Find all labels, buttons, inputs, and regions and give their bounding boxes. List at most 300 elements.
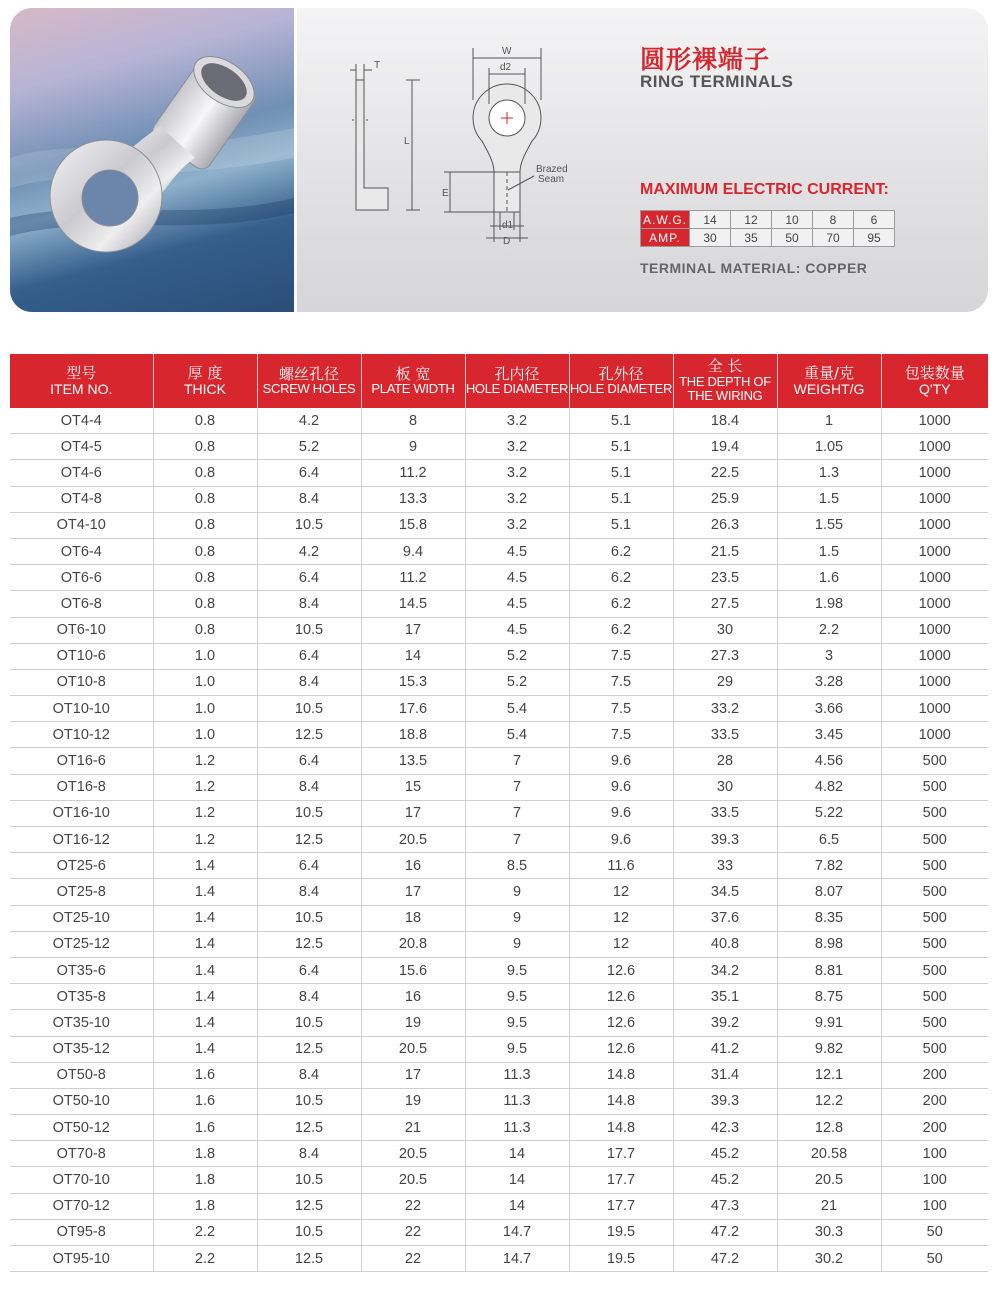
table-row	[10, 984, 988, 1010]
photo-divider	[294, 8, 297, 312]
table-cell: 4.56	[777, 748, 881, 774]
table-cell: 7.5	[569, 722, 673, 748]
table-cell: 11.3	[465, 1088, 569, 1114]
table-cell: 42.3	[673, 1115, 777, 1141]
table-cell: OT70-10	[10, 1167, 153, 1193]
table-cell: 6.4	[257, 957, 361, 983]
table-cell: OT25-12	[10, 931, 153, 957]
table-cell: 12.6	[569, 1036, 673, 1062]
table-cell: 6.5	[777, 827, 881, 853]
table-cell: 6.2	[569, 617, 673, 643]
table-cell: 17.7	[569, 1167, 673, 1193]
awg-cell: 12	[731, 211, 772, 229]
table-cell: 1.0	[153, 696, 257, 722]
table-cell: 10.5	[257, 1010, 361, 1036]
table-row	[10, 1062, 988, 1088]
table-cell: 30.3	[777, 1219, 881, 1245]
table-cell: 5.4	[465, 722, 569, 748]
table-row	[10, 1115, 988, 1141]
table-cell: 17.7	[569, 1141, 673, 1167]
table-cell: 10.5	[257, 696, 361, 722]
table-cell: 10.5	[257, 1219, 361, 1245]
table-cell: 20.58	[777, 1141, 881, 1167]
table-cell: OT4-5	[10, 434, 153, 460]
table-cell: OT10-10	[10, 696, 153, 722]
table-cell: 8	[361, 408, 465, 434]
table-cell: 12.6	[569, 1010, 673, 1036]
table-cell: 11.3	[465, 1062, 569, 1088]
table-cell: 5.1	[569, 486, 673, 512]
table-cell: 2.2	[153, 1246, 257, 1272]
table-cell: 39.3	[673, 827, 777, 853]
table-cell: 500	[881, 984, 988, 1010]
col-quantity: 包装数量 Q'TY	[881, 354, 988, 408]
table-cell: 6.4	[257, 748, 361, 774]
table-cell: 7.5	[569, 669, 673, 695]
table-cell: 5.1	[569, 460, 673, 486]
table-cell: 1000	[881, 434, 988, 460]
table-cell: 7	[465, 827, 569, 853]
page-title: RING TERMINALS	[640, 72, 794, 91]
table-cell: 1000	[881, 669, 988, 695]
table-cell: 7.5	[569, 643, 673, 669]
table-cell: 100	[881, 1141, 988, 1167]
table-cell: 4.5	[465, 565, 569, 591]
table-cell: 12.5	[257, 1036, 361, 1062]
table-row	[10, 827, 988, 853]
awg-row	[641, 211, 895, 229]
table-cell: 5.2	[465, 643, 569, 669]
table-cell: 15.6	[361, 957, 465, 983]
table-cell: 34.2	[673, 957, 777, 983]
table-cell: 1	[777, 408, 881, 434]
table-cell: 9.6	[569, 827, 673, 853]
table-row	[10, 434, 988, 460]
table-cell: 17	[361, 879, 465, 905]
table-cell: 21	[777, 1193, 881, 1219]
table-cell: OT25-8	[10, 879, 153, 905]
table-cell: 12.6	[569, 957, 673, 983]
table-cell: 45.2	[673, 1141, 777, 1167]
table-cell: 5.1	[569, 434, 673, 460]
table-cell: 6.2	[569, 565, 673, 591]
terminal-material: TERMINAL MATERIAL: COPPER	[640, 260, 868, 276]
dim-t-label: T	[374, 60, 381, 71]
table-cell: 20.5	[361, 1141, 465, 1167]
table-cell: 12.1	[777, 1062, 881, 1088]
table-cell: 14.8	[569, 1088, 673, 1114]
table-cell: 7.5	[569, 696, 673, 722]
table-cell: 1.4	[153, 1036, 257, 1062]
table-cell: 33.5	[673, 800, 777, 826]
table-cell: 23.5	[673, 565, 777, 591]
table-cell: 9.6	[569, 800, 673, 826]
table-cell: OT95-8	[10, 1219, 153, 1245]
col-wiring-depth: 全 长 THE DEPTH OF THE WIRING	[673, 354, 777, 408]
table-cell: 200	[881, 1062, 988, 1088]
table-cell: 3.2	[465, 512, 569, 538]
table-cell: 200	[881, 1115, 988, 1141]
table-cell: 33	[673, 853, 777, 879]
table-cell: 39.2	[673, 1010, 777, 1036]
table-cell: 8.4	[257, 1141, 361, 1167]
spec-table-body	[10, 408, 988, 1272]
col-hole-outer-diameter: 孔外径 HOLE DIAMETER	[569, 354, 673, 408]
table-row	[10, 538, 988, 564]
table-cell: 0.8	[153, 434, 257, 460]
table-row	[10, 512, 988, 538]
table-cell: 8.35	[777, 905, 881, 931]
table-cell: 18.8	[361, 722, 465, 748]
table-row	[10, 957, 988, 983]
table-cell: 4.82	[777, 774, 881, 800]
table-cell: 14.8	[569, 1115, 673, 1141]
table-row	[10, 486, 988, 512]
table-cell: 18	[361, 905, 465, 931]
table-cell: 6.4	[257, 853, 361, 879]
table-cell: 13.3	[361, 486, 465, 512]
table-cell: 12	[569, 905, 673, 931]
table-cell: OT10-8	[10, 669, 153, 695]
table-cell: 1.2	[153, 800, 257, 826]
table-cell: 0.8	[153, 617, 257, 643]
amp-cell: 50	[772, 229, 813, 247]
table-cell: 8.4	[257, 879, 361, 905]
table-cell: 1.3	[777, 460, 881, 486]
table-cell: 1.4	[153, 905, 257, 931]
table-cell: 8.75	[777, 984, 881, 1010]
table-cell: 45.2	[673, 1167, 777, 1193]
table-cell: 4.5	[465, 591, 569, 617]
table-cell: OT35-6	[10, 957, 153, 983]
table-cell: 7	[465, 748, 569, 774]
table-row	[10, 617, 988, 643]
table-cell: 9.5	[465, 984, 569, 1010]
table-row	[10, 1010, 988, 1036]
table-row	[10, 1219, 988, 1245]
table-row	[10, 1167, 988, 1193]
table-row	[10, 853, 988, 879]
table-cell: 7	[465, 774, 569, 800]
table-cell: 1000	[881, 565, 988, 591]
dim-w-label: W	[502, 46, 512, 57]
table-cell: 1.4	[153, 931, 257, 957]
table-cell: 47.2	[673, 1246, 777, 1272]
table-cell: 1000	[881, 591, 988, 617]
table-cell: 5.22	[777, 800, 881, 826]
table-cell: 13.5	[361, 748, 465, 774]
table-cell: 8.4	[257, 591, 361, 617]
table-cell: 9.6	[569, 748, 673, 774]
table-cell: 11.6	[569, 853, 673, 879]
table-cell: 9	[465, 931, 569, 957]
table-row	[10, 643, 988, 669]
table-cell: 4.2	[257, 538, 361, 564]
table-cell: 1000	[881, 538, 988, 564]
table-cell: 9.5	[465, 957, 569, 983]
col-thick: 厚 度 THICK	[153, 354, 257, 408]
table-cell: OT16-6	[10, 748, 153, 774]
table-cell: 8.81	[777, 957, 881, 983]
table-cell: OT6-8	[10, 591, 153, 617]
col-plate-width: 板 宽 PLATE WIDTH	[361, 354, 465, 408]
table-cell: OT4-8	[10, 486, 153, 512]
seam-label: Seam	[538, 174, 565, 185]
table-cell: 17.7	[569, 1193, 673, 1219]
amp-cell: 30	[690, 229, 731, 247]
table-row	[10, 722, 988, 748]
table-cell: 17	[361, 617, 465, 643]
table-cell: OT50-12	[10, 1115, 153, 1141]
table-cell: 30	[673, 617, 777, 643]
table-cell: 19.5	[569, 1219, 673, 1245]
table-row	[10, 800, 988, 826]
table-cell: 1.5	[777, 486, 881, 512]
table-row	[10, 1246, 988, 1272]
table-cell: 12.5	[257, 931, 361, 957]
table-cell: OT16-10	[10, 800, 153, 826]
table-cell: 5.1	[569, 512, 673, 538]
table-cell: OT25-6	[10, 853, 153, 879]
table-cell: 10.5	[257, 1167, 361, 1193]
table-cell: 12.5	[257, 1193, 361, 1219]
table-cell: 1.2	[153, 748, 257, 774]
amp-label: AMP.	[641, 229, 690, 247]
table-cell: 5.2	[257, 434, 361, 460]
table-row	[10, 1088, 988, 1114]
table-cell: 0.8	[153, 460, 257, 486]
table-cell: 1.8	[153, 1167, 257, 1193]
table-cell: 4.5	[465, 617, 569, 643]
table-cell: 11.3	[465, 1115, 569, 1141]
table-cell: 12	[569, 931, 673, 957]
table-cell: 1.2	[153, 774, 257, 800]
table-cell: 31.4	[673, 1062, 777, 1088]
table-cell: 500	[881, 748, 988, 774]
table-cell: 6.2	[569, 538, 673, 564]
table-cell: 15.8	[361, 512, 465, 538]
amp-row	[641, 229, 895, 247]
table-cell: 1.98	[777, 591, 881, 617]
table-cell: 200	[881, 1088, 988, 1114]
table-cell: 1.4	[153, 1010, 257, 1036]
awg-cell: 14	[690, 211, 731, 229]
table-cell: 500	[881, 827, 988, 853]
table-cell: 8.5	[465, 853, 569, 879]
table-cell: OT35-12	[10, 1036, 153, 1062]
table-cell: 47.3	[673, 1193, 777, 1219]
table-cell: 0.8	[153, 408, 257, 434]
brazed-label: Brazed	[536, 164, 568, 175]
table-cell: 3.45	[777, 722, 881, 748]
awg-label: A.W.G.	[641, 211, 690, 229]
table-cell: 6.4	[257, 565, 361, 591]
table-cell: OT16-8	[10, 774, 153, 800]
table-cell: 40.8	[673, 931, 777, 957]
table-cell: 9	[465, 905, 569, 931]
table-row	[10, 748, 988, 774]
table-cell: 0.8	[153, 565, 257, 591]
table-row	[10, 591, 988, 617]
table-row	[10, 1141, 988, 1167]
table-cell: 12	[569, 879, 673, 905]
amp-cell: 70	[813, 229, 854, 247]
table-cell: 9.5	[465, 1036, 569, 1062]
table-cell: 8.4	[257, 669, 361, 695]
table-cell: 22	[361, 1219, 465, 1245]
table-cell: 5.1	[569, 408, 673, 434]
dim-l-label: L	[404, 136, 410, 147]
table-cell: 8.4	[257, 1062, 361, 1088]
table-row	[10, 696, 988, 722]
table-cell: 27.3	[673, 643, 777, 669]
table-cell: 8.4	[257, 774, 361, 800]
table-cell: 1.0	[153, 722, 257, 748]
table-cell: 12.5	[257, 1246, 361, 1272]
table-cell: 10.5	[257, 512, 361, 538]
table-cell: 14	[465, 1167, 569, 1193]
table-cell: 12.5	[257, 722, 361, 748]
table-cell: 1.8	[153, 1141, 257, 1167]
table-cell: 9	[465, 879, 569, 905]
table-cell: 9.91	[777, 1010, 881, 1036]
table-cell: 1.0	[153, 669, 257, 695]
table-cell: 3.2	[465, 460, 569, 486]
table-cell: 1000	[881, 617, 988, 643]
table-cell: OT4-4	[10, 408, 153, 434]
amp-cell: 95	[854, 229, 895, 247]
col-weight: 重量/克 WEIGHT/G	[777, 354, 881, 408]
table-cell: OT10-12	[10, 722, 153, 748]
table-cell: OT70-8	[10, 1141, 153, 1167]
table-cell: 17.6	[361, 696, 465, 722]
table-cell: 1000	[881, 460, 988, 486]
table-cell: 4.2	[257, 408, 361, 434]
amp-cell: 35	[731, 229, 772, 247]
table-cell: 1.8	[153, 1193, 257, 1219]
table-cell: 12.5	[257, 1115, 361, 1141]
table-cell: 9	[361, 434, 465, 460]
table-cell: 20.5	[361, 1036, 465, 1062]
table-cell: OT6-6	[10, 565, 153, 591]
spec-header-row	[10, 354, 988, 408]
table-cell: 21.5	[673, 538, 777, 564]
dim-d1-label: d1	[502, 220, 514, 231]
table-cell: 19	[361, 1010, 465, 1036]
table-cell: 500	[881, 800, 988, 826]
ring-terminal-image	[10, 8, 294, 312]
dim-d2-label: d2	[500, 62, 512, 73]
table-cell: 100	[881, 1193, 988, 1219]
table-cell: 14.7	[465, 1246, 569, 1272]
table-cell: 20.5	[777, 1167, 881, 1193]
table-cell: 39.3	[673, 1088, 777, 1114]
table-cell: OT35-8	[10, 984, 153, 1010]
table-cell: 3.66	[777, 696, 881, 722]
col-hole-inner-diameter: 孔内径 HOLE DIAMETER	[465, 354, 569, 408]
table-cell: OT35-10	[10, 1010, 153, 1036]
table-cell: 1000	[881, 512, 988, 538]
table-cell: 12.6	[569, 984, 673, 1010]
table-cell: 20.8	[361, 931, 465, 957]
table-cell: 19	[361, 1088, 465, 1114]
table-cell: 1.6	[777, 565, 881, 591]
dim-d-label: D	[503, 236, 511, 247]
table-cell: 2.2	[777, 617, 881, 643]
table-cell: 3.2	[465, 408, 569, 434]
table-cell: 14	[465, 1193, 569, 1219]
table-cell: 500	[881, 853, 988, 879]
table-cell: 4.5	[465, 538, 569, 564]
table-cell: OT16-12	[10, 827, 153, 853]
table-cell: 7.82	[777, 853, 881, 879]
table-cell: 28	[673, 748, 777, 774]
table-row	[10, 1036, 988, 1062]
table-cell: 10.5	[257, 905, 361, 931]
table-cell: 15.3	[361, 669, 465, 695]
table-cell: 22.5	[673, 460, 777, 486]
table-row	[10, 408, 988, 434]
table-cell: 34.5	[673, 879, 777, 905]
awg-cell: 8	[813, 211, 854, 229]
table-cell: 1000	[881, 696, 988, 722]
table-cell: 30.2	[777, 1246, 881, 1272]
table-cell: 19.5	[569, 1246, 673, 1272]
table-cell: 0.8	[153, 538, 257, 564]
table-cell: 1.4	[153, 879, 257, 905]
table-cell: 10.5	[257, 1088, 361, 1114]
current-rating-table	[640, 210, 895, 247]
table-cell: 10.5	[257, 800, 361, 826]
table-cell: 1.55	[777, 512, 881, 538]
table-cell: 14.7	[465, 1219, 569, 1245]
table-cell: 1000	[881, 643, 988, 669]
table-row	[10, 931, 988, 957]
table-cell: 22	[361, 1246, 465, 1272]
table-cell: 1.0	[153, 643, 257, 669]
table-cell: 1.6	[153, 1088, 257, 1114]
table-cell: 500	[881, 957, 988, 983]
table-cell: 6.4	[257, 460, 361, 486]
table-row	[10, 669, 988, 695]
table-cell: OT50-10	[10, 1088, 153, 1114]
table-cell: 1000	[881, 722, 988, 748]
table-cell: 1000	[881, 486, 988, 512]
table-row	[10, 1193, 988, 1219]
table-cell: 33.5	[673, 722, 777, 748]
table-cell: 30	[673, 774, 777, 800]
table-cell: 10.5	[257, 617, 361, 643]
table-cell: 1.6	[153, 1062, 257, 1088]
table-row	[10, 879, 988, 905]
table-cell: 500	[881, 905, 988, 931]
table-cell: 37.6	[673, 905, 777, 931]
table-cell: 500	[881, 931, 988, 957]
ring-terminal-photo	[10, 8, 294, 312]
table-cell: 1.5	[777, 538, 881, 564]
terminal-dimension-diagram	[330, 40, 590, 260]
table-cell: 33.2	[673, 696, 777, 722]
table-row	[10, 565, 988, 591]
table-cell: 500	[881, 774, 988, 800]
table-cell: 14	[361, 643, 465, 669]
table-cell: 5.2	[465, 669, 569, 695]
table-cell: 3.2	[465, 486, 569, 512]
table-cell: 17	[361, 800, 465, 826]
table-cell: 9.4	[361, 538, 465, 564]
table-cell: 21	[361, 1115, 465, 1141]
table-cell: 50	[881, 1246, 988, 1272]
